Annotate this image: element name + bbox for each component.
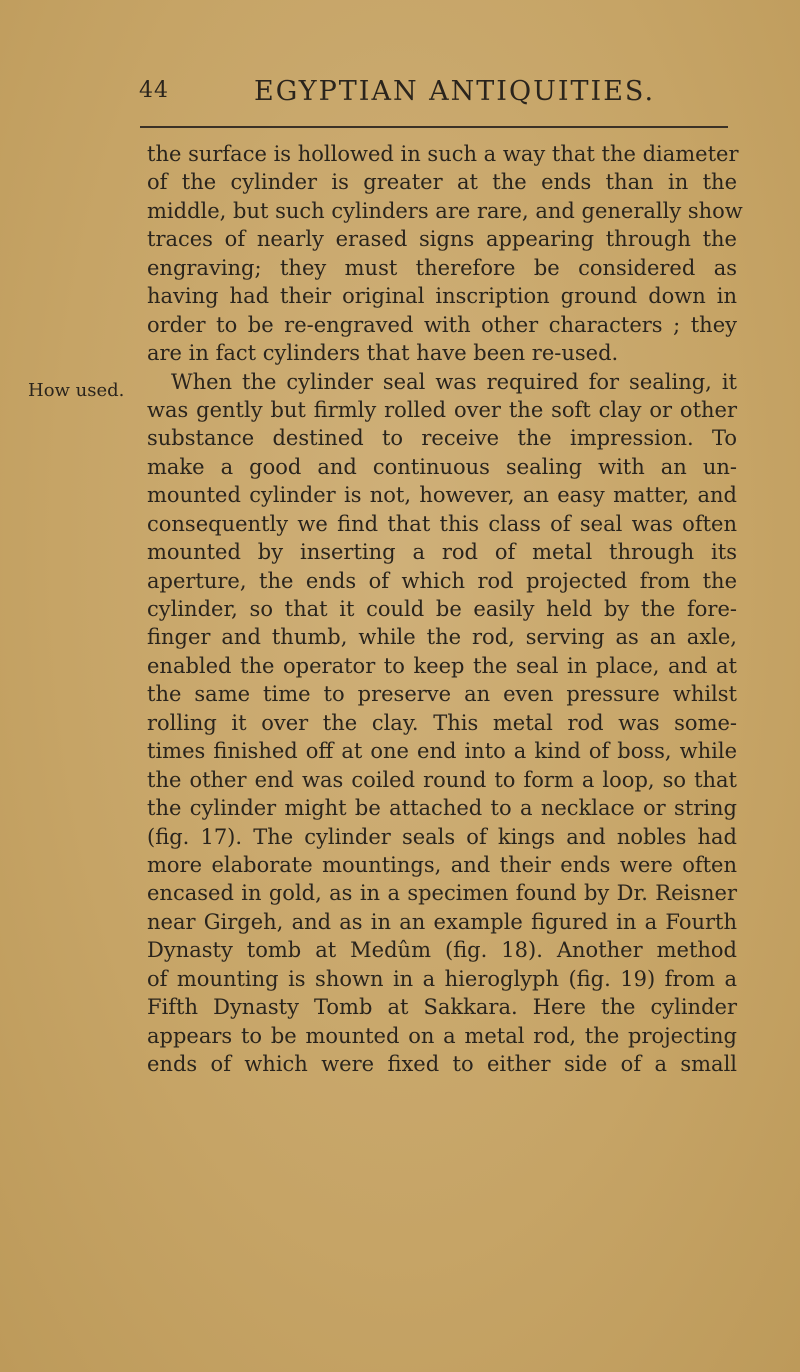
text-line: more elaborate mountings, and their ends were often (147, 852, 737, 877)
text-line: of mounting is shown in a hieroglyph (fig. 19) from a (147, 966, 737, 991)
text-line: the cylinder might be attached to a necklace or string (147, 796, 737, 821)
running-title: EGYPTIAN ANTIQUITIES. (254, 76, 656, 107)
text-line: order to be re-engraved with other characters ; they (147, 312, 737, 337)
text-line: Dynasty tomb at Medûm (fig. 18). Another method (147, 938, 737, 963)
text-line: times finished off at one end into a kind of boss, while (147, 739, 737, 764)
text-line: the same time to preserve an even pressure whilst (147, 682, 737, 707)
text-line: traces of nearly erased signs appearing through the (147, 227, 737, 252)
text-line: rolling it over the clay. This metal rod was some- (147, 710, 737, 735)
text-line: mounted cylinder is not, however, an easy matter, and (147, 483, 737, 508)
text-line: having had their original inscription ground down in (147, 284, 737, 309)
text-line: was gently but firmly rolled over the soft clay or other (147, 397, 737, 422)
header-rule (140, 126, 728, 128)
text-line: engraving; they must therefore be considered as (147, 255, 737, 280)
text-line: enabled the operator to keep the seal in place, and at (147, 653, 737, 678)
text-line: ends of which were fixed to either side of a small (147, 1052, 737, 1076)
text-line: aperture, the ends of which rod projected from the (147, 568, 737, 593)
page-header (0, 70, 800, 110)
text-line: near Girgeh, and as in an example figured in a Fourth (147, 909, 737, 934)
text-line: the surface is hollowed in such a way that the diameter (147, 142, 739, 166)
page-number: 44 (139, 78, 169, 103)
text-line: mounted by inserting a rod of metal through its (147, 540, 737, 565)
text-line: Fifth Dynasty Tomb at Sakkara. Here the cylinder (147, 995, 737, 1020)
text-line: appears to be mounted on a metal rod, the projecting (147, 1023, 737, 1048)
body-text (147, 140, 743, 1078)
text-line: encased in gold, as in a specimen found by Dr. Reisner (147, 881, 737, 906)
text-line: make a good and continuous sealing with an un- (147, 454, 737, 479)
text-line: cylinder, so that it could be easily held by the fore- (147, 597, 737, 621)
text-line: (fig. 17). The cylinder seals of kings and nobles had (147, 824, 737, 849)
text-line: substance destined to receive the impression. To (147, 426, 737, 451)
text-line: are in fact cylinders that have been re-used. (147, 341, 619, 366)
text-line: consequently we find that this class of seal was often (147, 511, 737, 536)
text-line: the other end was coiled round to form a loop, so that (147, 767, 737, 792)
margin-note: How used. (28, 380, 125, 401)
text-line: middle, but such cylinders are rare, and generally show (147, 198, 743, 223)
text-line: of the cylinder is greater at the ends than in the (147, 170, 737, 195)
text-line: finger and thumb, while the rod, serving as an axle, (147, 625, 737, 650)
text-line: When the cylinder seal was required for sealing, it (171, 369, 737, 394)
